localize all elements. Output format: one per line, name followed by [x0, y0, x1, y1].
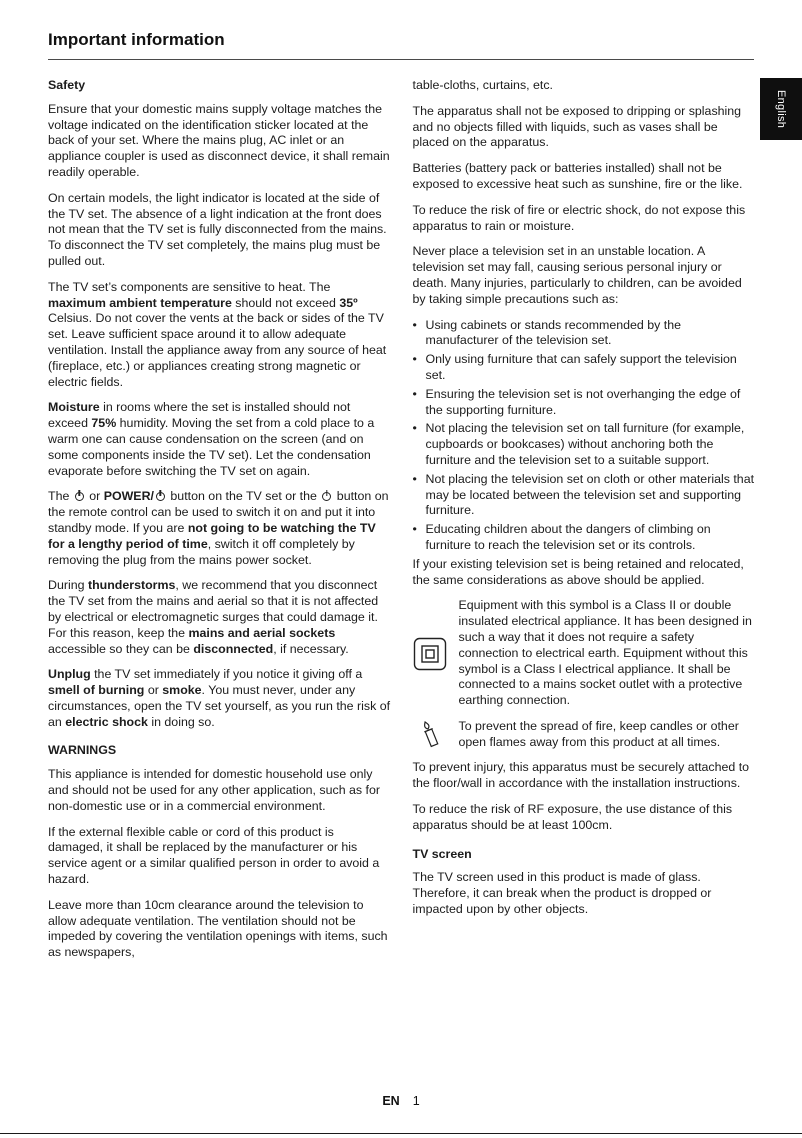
- text-run: Using cabinets or stands recommended by the manufacturer of the television set.: [425, 317, 682, 348]
- text-run: or: [85, 489, 104, 504]
- text-run: The TV screen used in this product is made of glass. Therefore, it can break when the product is dropped or impacted upon by other objects.: [412, 870, 712, 917]
- text-run: Leave more than 10cm clearance around the television to allow adequate ventilation. The ventilation should not be impeded by covering the ventilation openings with items, such as newspapers,: [48, 897, 388, 960]
- text-run: Not placing the television set on tall furniture (for example, cupboards or bookcases) without anchoring both the furniture and the television set to a suitable support.: [425, 421, 745, 467]
- candle-icon: [413, 719, 447, 750]
- paragraph: [413, 104, 757, 151]
- text-run: On certain models, the light indicator is located at the side of the TV set. The absence of a light indication at the front does not mean that the TV set is fully disconnected from the mains. To disconnect the TV set completely, the mains plug must be pulled out.: [48, 190, 387, 268]
- bold-text-run: Unplug: [48, 667, 91, 682]
- bold-text-run: 35º: [339, 295, 358, 310]
- text-run: Celsius. Do not cover the vents at the back or sides of the TV set. Leave sufficient space around it to allow adequate ventilation. Install the appliance away from any source of heat (fireplace, etc.) or appliances creating strong magnetic or electric fields.: [48, 311, 387, 389]
- paragraph: [413, 760, 757, 792]
- text-run: , if necessary.: [273, 641, 349, 656]
- bold-text-run: not going to be watching the TV for a lengthy period of time: [48, 520, 376, 551]
- bullet-text: [426, 522, 757, 554]
- bullet-marker: •: [412, 471, 417, 486]
- text-run: accessible so they can be: [48, 641, 194, 656]
- section-heading: [48, 743, 392, 759]
- paragraph: [413, 203, 757, 235]
- class-ii-icon: [413, 637, 447, 671]
- right-column: [413, 78, 757, 971]
- paragraph: [48, 280, 392, 391]
- section-heading: [413, 847, 757, 863]
- text-run: Never place a television set in an unstable location. A television set may fall, causing serious personal injury or death. Many injuries, particularly to children, can be avoided by taking simple precautions such as:: [412, 244, 742, 306]
- bullet-text: [426, 421, 757, 468]
- text-run: If the external flexible cable or cord of this product is damaged, it shall be replaced by the manufacturer or his service agent or a similar qualified person in order to avoid a hazard.: [48, 824, 380, 887]
- text-run: humidity. Moving the set from a cold place to a warm one can cause condensation on the screen (and on some components inside the TV set). Let the condensation evaporate before switching the TV set on again.: [48, 416, 375, 478]
- power-symbol-icon: [156, 492, 165, 501]
- text-run: The TV set’s components are sensitive to heat. The: [48, 279, 331, 294]
- paragraph: [48, 825, 392, 888]
- power-symbol-icon: [322, 492, 331, 501]
- text-run: Ensure that your domestic mains supply voltage matches the voltage indicated on the identification sticker located at the back of your set. Where the mains plug, AC inlet or an appliance coupler is used as disconnect device, it shall remain readily operable.: [48, 101, 390, 179]
- paragraph: [48, 767, 392, 814]
- left-column: [48, 78, 392, 971]
- text-run: Ensuring the television set is not overhanging the edge of the supporting furniture.: [425, 386, 741, 417]
- text-run: The apparatus shall not be exposed to dripping or splashing and no objects filled with liquids, such as vases shall be placed on the apparatus.: [412, 103, 742, 150]
- paragraph: [413, 244, 757, 307]
- text-run: Educating children about the dangers of climbing on furniture to reach the television set or its controls.: [425, 522, 711, 552]
- bold-text-run: POWER/: [103, 489, 154, 504]
- bullet-marker: •: [412, 522, 417, 537]
- text-run: If your existing television set is being retained and relocated, the same considerations as above should be applied.: [412, 556, 744, 587]
- text-run: in rooms where the set is installed should not exceed: [48, 400, 351, 431]
- page-title: Important information: [48, 30, 225, 49]
- power-symbol-icon: [75, 492, 84, 501]
- bold-text-run: electric shock: [65, 714, 148, 729]
- footer-language-code: EN: [382, 1094, 400, 1108]
- text-run: Equipment with this symbol is a Class II or double insulated electrical appliance. It has been designed in such a way that it does not require a safety connection to electrical earth. Equipment without this symbol is a Class I electrical appliance. It shall be connected to a mains socket outlet with a protective earthing connection.: [458, 598, 752, 708]
- text-run: Not placing the television set on cloth or other materials that may be located between the television set and supporting furniture.: [425, 471, 755, 518]
- paragraph: [413, 802, 757, 834]
- text-run: button on the TV set or the: [166, 489, 321, 504]
- bold-text-run: thunderstorms: [87, 578, 176, 593]
- text-run: , switch it off completely by removing the plug from the mains power socket.: [48, 536, 355, 567]
- text-run: . You must never, under any circumstances, open the TV set yourself, as you run the risk of an: [48, 683, 391, 729]
- paragraph: [48, 191, 392, 270]
- language-tab: English: [760, 78, 802, 140]
- paragraph: [48, 898, 392, 961]
- bullet-marker: •: [412, 352, 417, 367]
- bold-text-run: 75%: [91, 416, 117, 431]
- text-run: Batteries (battery pack or batteries installed) shall not be exposed to excessive heat such as sunshine, fire or the like.: [412, 161, 743, 191]
- bullet-item: [413, 387, 757, 419]
- paragraph: [48, 578, 392, 657]
- bullet-text: [426, 352, 757, 384]
- bullet-item: [413, 522, 757, 554]
- bold-text-run: WARNINGS: [48, 743, 117, 758]
- paragraph: [413, 78, 757, 94]
- text-run: To prevent injury, this apparatus must be securely attached to the floor/wall in accordance with the installation instructions.: [412, 760, 750, 791]
- text-run: in doing so.: [147, 714, 215, 729]
- paragraph: [48, 102, 392, 181]
- text-run: To reduce the risk of RF exposure, the use distance of this apparatus should be at least 100cm.: [412, 802, 733, 832]
- paragraph: [48, 400, 392, 479]
- content-columns: [48, 78, 756, 971]
- text-run: During: [48, 578, 88, 593]
- page-header: [48, 30, 754, 60]
- bottom-rule: [0, 1133, 802, 1134]
- paragraph: [413, 557, 757, 589]
- text-run: button on the remote control can be used to switch it on and put it into standby mode. If you are: [48, 489, 389, 535]
- text-run: To prevent the spread of fire, keep candles or other open flames away from this product at all times.: [458, 718, 739, 749]
- text-run: the TV set immediately if you notice it giving off a: [90, 667, 363, 682]
- bullet-text: [426, 387, 757, 419]
- bold-text-run: disconnected: [193, 641, 274, 656]
- bullet-text: [426, 318, 757, 350]
- bullet-text: [426, 472, 757, 519]
- bullet-item: [413, 472, 757, 519]
- text-run: table-cloths, curtains, etc.: [412, 78, 553, 92]
- text-run: Only using furniture that can safely support the television set.: [425, 352, 737, 382]
- paragraph: [48, 667, 392, 730]
- bullet-marker: •: [412, 421, 417, 436]
- text-run: This appliance is intended for domestic household use only and should not be used for any other application, such as for non-domestic use or in a commercial environment.: [48, 767, 381, 813]
- page-footer: [0, 1094, 802, 1108]
- footer-page-number: 1: [412, 1094, 420, 1108]
- note-paragraph: [413, 719, 757, 751]
- bold-text-run: TV screen: [412, 846, 472, 861]
- bullet-item: [413, 318, 757, 350]
- note-text: [459, 598, 757, 709]
- text-run: The: [48, 489, 73, 504]
- section-heading: [48, 78, 392, 94]
- text-run: To reduce the risk of fire or electric shock, do not expose this apparatus to rain or moisture.: [412, 202, 746, 233]
- text-run: or: [144, 683, 163, 698]
- bold-text-run: mains and aerial sockets: [188, 625, 336, 640]
- paragraph: [413, 870, 757, 917]
- bullet-item: [413, 352, 757, 384]
- text-run: should not exceed: [231, 295, 340, 310]
- note-text: [459, 719, 757, 751]
- paragraph: [48, 489, 392, 568]
- bullet-marker: •: [412, 317, 417, 332]
- text-run: , we recommend that you disconnect the TV set from the mains and aerial so that it is not affected by electrical or electromagnetic surges that could damage it. For this reason, keep the: [48, 578, 379, 640]
- bold-text-run: Moisture: [48, 400, 100, 415]
- bold-text-run: Safety: [48, 78, 86, 92]
- paragraph: [413, 161, 757, 193]
- bold-text-run: smell of burning: [48, 683, 145, 698]
- bullet-marker: •: [412, 386, 417, 401]
- note-paragraph: [413, 598, 757, 709]
- bullet-item: [413, 421, 757, 468]
- bold-text-run: maximum ambient temperature: [48, 295, 232, 310]
- bold-text-run: smoke: [162, 683, 202, 698]
